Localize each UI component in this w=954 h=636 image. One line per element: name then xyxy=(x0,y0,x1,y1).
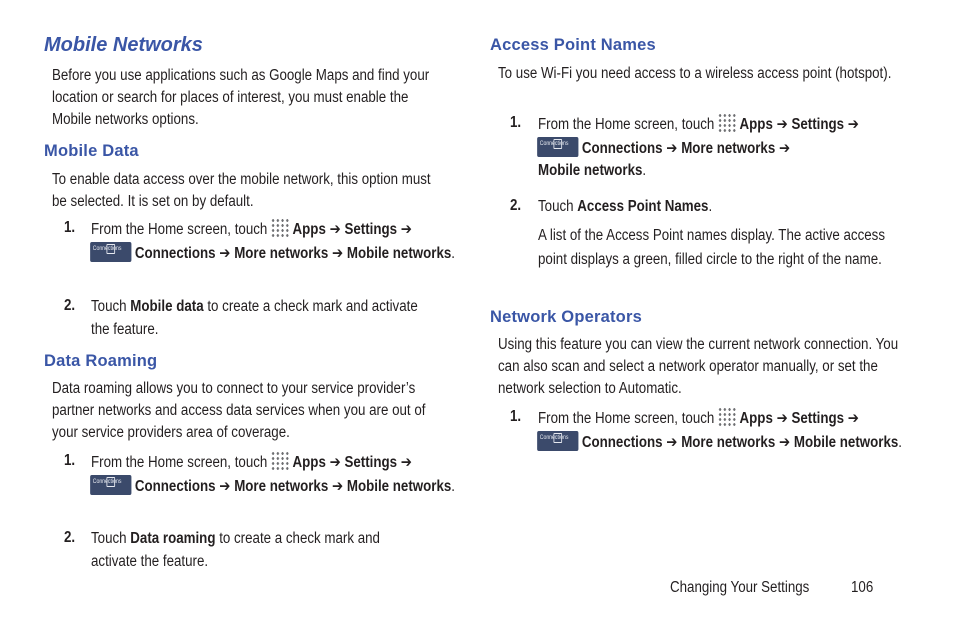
arrow-icon: ➔ xyxy=(666,139,678,157)
arrow-icon: ➔ xyxy=(219,477,231,495)
arrow-icon: ➔ xyxy=(776,410,788,427)
step-number: 2. xyxy=(64,297,76,314)
arrow-icon: ➔ xyxy=(666,433,678,451)
arrow-icon: ➔ xyxy=(778,433,791,451)
connections-settings-icon: Connections xyxy=(90,242,131,262)
step-number: 1. xyxy=(64,452,76,469)
apn-step-2: Touch Access Point Names. xyxy=(538,198,713,215)
footer-section-title: Changing Your Settings xyxy=(670,579,810,596)
apn-intro: To use Wi-Fi you need access to a wireless access point (hotspot). xyxy=(498,65,892,82)
data-roaming-step-2: Touch Data roaming to create a check mark and activate the feature. xyxy=(91,530,380,570)
mobile-data-intro: To enable data access over the mobile network, this option must be selected. It is set on by default. xyxy=(52,171,431,210)
apn-step-1: From the Home screen, touch Apps ➔ Settings ➔ Connections Connections ➔ More networks ➔ Mobile networks. xyxy=(538,113,908,183)
data-roaming-intro: Data roaming allows you to connect to your service provider’s partner networks and access data services when you are out of your service providers area of coverage. xyxy=(52,380,426,441)
mobile-data-step-1: From the Home screen, touch Apps ➔ Settings ➔ Connections Connections ➔ More networks ➔ Mobile networks. xyxy=(91,218,457,265)
page-number: 106 xyxy=(851,579,874,596)
step-number: 2. xyxy=(510,197,522,214)
apn-note: A list of the Access Point names display. The active access point displays a green, filled circle to the right of the name. xyxy=(538,227,885,268)
heading-mobile-data: Mobile Data xyxy=(44,142,139,160)
arrow-icon: ➔ xyxy=(331,244,344,262)
step-number: 1. xyxy=(510,408,522,425)
mobile-networks-intro: Before you use applications such as Google Maps and find your location or search for places of interest, you must enable the Mobile networks options. xyxy=(52,67,430,128)
arrow-icon: ➔ xyxy=(778,139,791,157)
data-roaming-step-1: From the Home screen, touch Apps ➔ Settings ➔ Connections Connections ➔ More networks ➔ Mobile networks. xyxy=(91,451,457,498)
connections-settings-icon: Connections xyxy=(90,475,131,495)
heading-data-roaming: Data Roaming xyxy=(44,352,158,370)
apps-grid-icon xyxy=(718,113,737,133)
arrow-icon: ➔ xyxy=(331,477,344,495)
network-operators-intro: Using this feature you can view the current network connection. You can also scan and select a network operator manually, or set the network selection to Automatic. xyxy=(498,336,899,397)
network-operators-step-1: From the Home screen, touch Apps ➔ Settings ➔ Connections Connections ➔ More networks ➔ Mobile networks. xyxy=(538,407,908,454)
arrow-icon: ➔ xyxy=(329,454,341,471)
arrow-icon: ➔ xyxy=(219,244,231,262)
connections-settings-icon: Connections xyxy=(537,431,578,451)
heading-network-operators: Network Operators xyxy=(490,308,642,326)
apps-grid-icon xyxy=(271,451,290,471)
arrow-icon: ➔ xyxy=(847,410,859,427)
mobile-data-step-2: Touch Mobile data to create a check mark and activate the feature. xyxy=(91,298,418,338)
connections-settings-icon: Connections xyxy=(537,137,578,157)
heading-access-point-names: Access Point Names xyxy=(490,36,656,54)
arrow-icon: ➔ xyxy=(847,116,859,133)
arrow-icon: ➔ xyxy=(400,221,412,238)
arrow-icon: ➔ xyxy=(400,454,412,471)
step-number: 2. xyxy=(64,529,76,546)
arrow-icon: ➔ xyxy=(776,116,788,133)
apps-grid-icon xyxy=(718,407,737,427)
arrow-icon: ➔ xyxy=(329,221,341,238)
page-title: Mobile Networks xyxy=(44,34,203,56)
apps-grid-icon xyxy=(271,218,290,238)
step-number: 1. xyxy=(510,114,522,131)
step-number: 1. xyxy=(64,219,76,236)
